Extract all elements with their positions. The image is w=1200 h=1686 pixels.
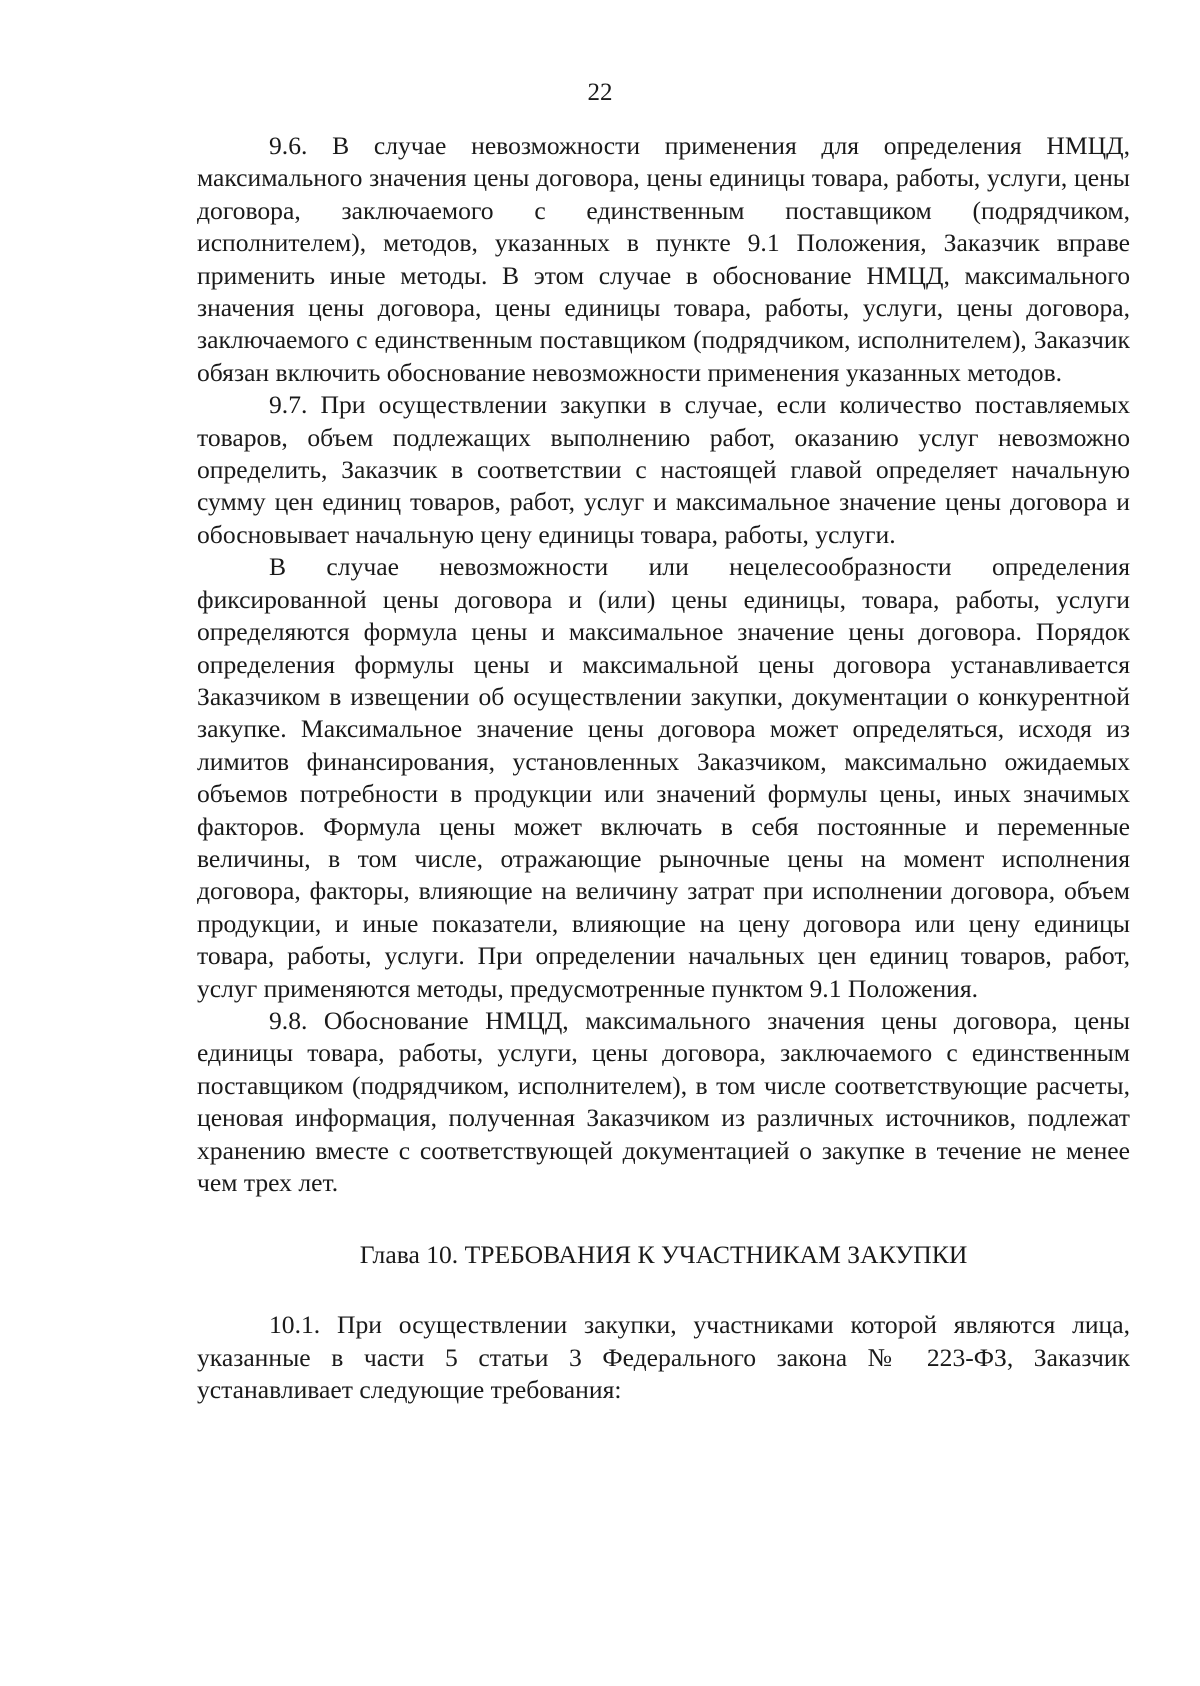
page-number: 22 [587,79,613,106]
paragraph-9-6: 9.6. В случае невозможности применения для определения НМЦД, максимального значения цены договора, цены единицы товара, работы, услуги, цены договора, заключаемого с единственным поставщиком (подрядчиком, исполнителем), методов, указанных в пункте 9.1 Положения, Заказчик вправе применить иные методы. В этом случае в обоснование НМЦД, максимального значения цены договора, цены единицы товара, работы, услуги, цены договора, заключаемого с единственным поставщиком (подрядчиком, исполнителем), Заказчик обязан включить обоснование невозможности применения указанных методов. [197,131,1130,387]
paragraph-9-7: 9.7. При осуществлении закупки в случае, если количество поставляемых товаров, объем подлежащих выполнению работ, оказанию услуг невозможно определить, Заказчик в соответствии с настоящей главой определяет начальную сумму цен единиц товаров, работ, услуг и максимальное значение цены договора и обосновывает начальную цену единицы товара, работы, услуги. [197,390,1130,549]
document-body [197,130,1130,1407]
paragraph-9-8: 9.8. Обоснование НМЦД, максимального значения цены договора, цены единицы товара, работы, услуги, цены договора, заключаемого с единственным поставщиком (подрядчиком, исполнителем), в том числе соответствующие расчеты, ценовая информация, полученная Заказчиком из различных источников, подлежат хранению вместе с соответствующей документацией о закупке в течение не менее чем трех лет. [197,1005,1130,1197]
chapter-heading: Глава 10. ТРЕБОВАНИЯ К УЧАСТНИКАМ ЗАКУПКИ [359,1240,968,1270]
paragraph-10-1: 10.1. При осуществлении закупки, участниками которой являются лица, указанные в части 5 статьи 3 Федерального закона № 223-ФЗ, Заказчик устанавливает следующие требования: [197,1310,1130,1405]
paragraph-9-7-price-formula: В случае невозможности или нецелесообразности определения фиксированной цены договора и (или) цены единицы, товара, работы, услуги определяются формула цены и максимальное значение цены договора. Порядок определения формулы цены и максимальной цены договора устанавливается Заказчиком в извещении об осуществлении закупки, документации о конкурентной закупке. Максимальное значение цены договора может определяться, исходя из лимитов финансирования, установленных Заказчиком, максимально ожидаемых объемов потребности в продукции или значений формулы цены, иных значимых факторов. Формула цены может включать в себя постоянные и переменные величины, в том числе, отражающие рыночные цены на момент исполнения договора, факторы, влияющие на величину затрат при исполнении договора, объем продукции, и иные показатели, влияющие на цену договора или цену единицы товара, работы, услуги. При определении начальных цен единиц товаров, работ, услуг применяются методы, предусмотренные пунктом 9.1 Положения. [197,552,1130,1003]
